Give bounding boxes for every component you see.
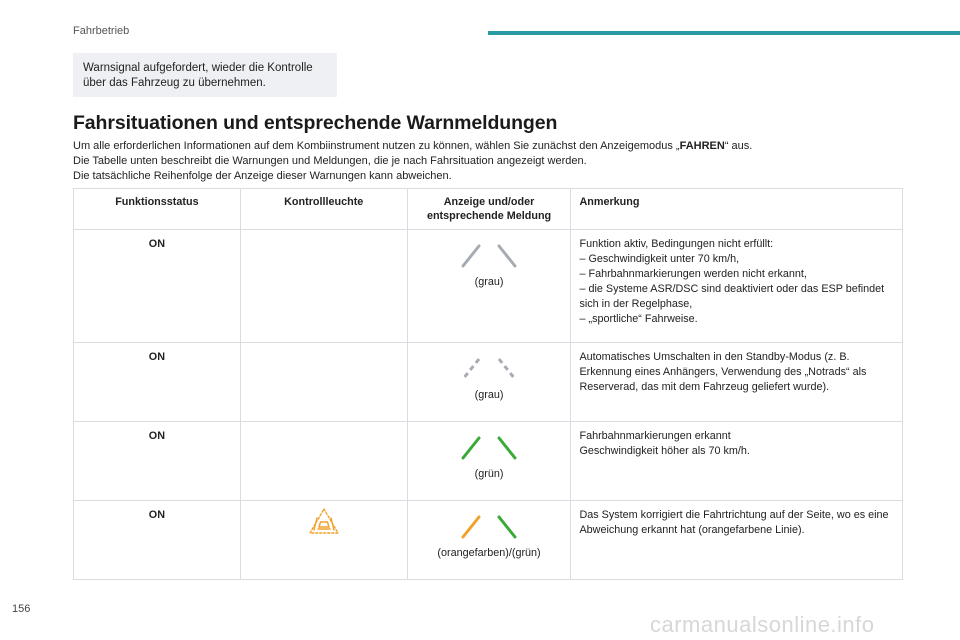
note-line: – „sportliche“ Fahrweise. <box>579 313 698 325</box>
note-cell <box>571 422 903 501</box>
status-cell: ON <box>74 343 241 422</box>
page-heading: Fahrsituationen und entsprechende Warnmeldungen <box>73 112 558 134</box>
table-header-row <box>74 189 903 230</box>
note-line: Automatisches Umschalten in den Standby-Modus (z. B. Erkennung eines Anhängers, Verwendung des „Notrads“ als Reserverad, das mit dem Fahrzeug geliefert wurde). <box>579 351 867 393</box>
display-cell <box>407 501 571 580</box>
lane-lines-green-icon <box>457 432 521 464</box>
table-row <box>74 230 903 343</box>
section-label: Fahrbetrieb <box>73 25 130 37</box>
lane-lines-dashed-grey-icon <box>457 353 521 385</box>
lamp-cell <box>240 230 407 343</box>
display-label: (orangefarben)/(grün) <box>437 547 541 559</box>
display-label: (grün) <box>474 468 504 480</box>
page-number: 156 <box>12 603 31 615</box>
display-cell <box>407 422 571 501</box>
intro-text <box>73 139 893 184</box>
header-note: Anmerkung <box>571 189 903 230</box>
header-status: Funktionsstatus <box>74 189 241 230</box>
table-row <box>74 343 903 422</box>
intro-line-3: Die tatsächliche Reihenfolge der Anzeige dieser Warnungen kann abweichen. <box>73 170 452 182</box>
display-cell <box>407 230 571 343</box>
status-cell: ON <box>74 230 241 343</box>
intro-line-1-post: “ aus. <box>724 140 753 152</box>
header-display: Anzeige und/oder entsprechende Meldung <box>407 189 571 230</box>
note-line: – Geschwindigkeit unter 70 km/h, <box>579 253 740 265</box>
status-cell: ON <box>74 422 241 501</box>
lamp-cell <box>240 501 407 580</box>
lane-lines-grey-icon <box>457 240 521 272</box>
warnings-table <box>73 188 903 580</box>
status-cell: ON <box>74 501 241 580</box>
note-line: – die Systeme ASR/DSC sind deaktiviert oder das ESP befindet sich in der Regelphase, <box>579 283 885 310</box>
note-line: Fahrbahnmarkierungen erkannt <box>579 430 731 442</box>
intro-line-1-pre: Um alle erforderlichen Informationen auf dem Kombiinstrument nutzen zu können, wählen Sie zunächst den Anzeigemodus „ <box>73 140 680 152</box>
display-label: (grau) <box>474 389 504 401</box>
note-line: – Fahrbahnmarkierungen werden nicht erkannt, <box>579 268 807 280</box>
lamp-cell <box>240 343 407 422</box>
header-lamp: Kontrollleuchte <box>240 189 407 230</box>
display-cell <box>407 343 571 422</box>
note-line: Geschwindigkeit höher als 70 km/h. <box>579 445 750 457</box>
note-cell <box>571 230 903 343</box>
lane-lines-orange-green-icon <box>457 511 521 543</box>
intro-mode-name: FAHREN <box>679 140 725 152</box>
intro-line-2: Die Tabelle unten beschreibt die Warnungen und Meldungen, die je nach Fahrsituation angezeigt werden. <box>73 155 587 167</box>
lamp-cell <box>240 422 407 501</box>
note-line: Funktion aktiv, Bedingungen nicht erfüllt: <box>579 238 774 250</box>
note-cell <box>571 501 903 580</box>
watermark: carmanualsonline.info <box>650 612 875 637</box>
intro-line-1 <box>73 139 893 154</box>
section-accent-bar <box>488 31 960 35</box>
note-line: Das System korrigiert die Fahrtrichtung auf der Seite, wo es eine Abweichung erkannt hat (orangefarbene Linie). <box>579 509 889 536</box>
table-row <box>74 422 903 501</box>
table-row <box>74 501 903 580</box>
note-box <box>73 53 337 97</box>
note-cell <box>571 343 903 422</box>
display-label: (grau) <box>474 276 504 288</box>
lane-departure-warning-icon <box>308 506 340 536</box>
note-box-text: Warnsignal aufgefordert, wieder die Kontrolle über das Fahrzeug zu übernehmen. <box>83 62 313 89</box>
